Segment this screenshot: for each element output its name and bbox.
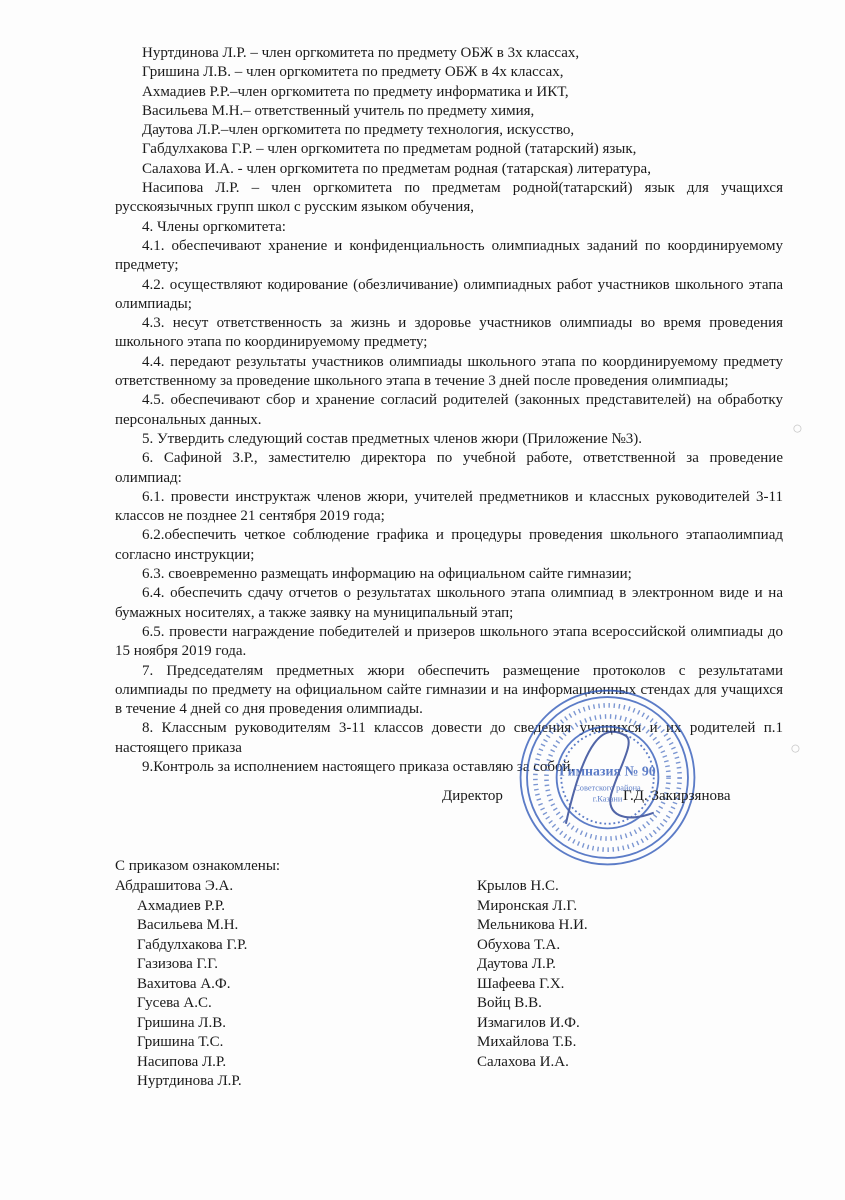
list-item: Салахова И.А. <box>477 1053 569 1070</box>
acknowledgement-title: С приказом ознакомлены: <box>115 858 281 874</box>
paragraph: 4.1. обеспечивают хранение и конфиденциальность олимпиадных заданий по координируемому предмету; <box>115 237 783 274</box>
paragraph: 4.4. передают результаты участников олимпиады школьного этапа по координируемому предмету ответственному за проведение школьного этапа в течение 3 дней после проведения олимпиады; <box>115 353 783 390</box>
order-body <box>115 44 783 777</box>
paragraph: 6.2.обеспечить четкое соблюдение графика и процедуры проведения школьного этапаолимпиад согласно инструкции; <box>115 527 783 563</box>
list-item: Миронская Л.Г. <box>477 897 578 914</box>
list-item: Васильева М.Н. <box>137 917 239 933</box>
list-item: Мельникова Н.И. <box>477 917 588 933</box>
paragraph: 6.5. провести награждение победителей и призеров школьного этапа всероссийской олимпиады до 15 ноября 2019 года. <box>115 623 783 660</box>
scan-artifact-icon: ○ <box>792 418 803 438</box>
paragraph: 7. Председателям предметных жюри обеспечить размещение протоколов с результатами олимпиады по предмету на официальном сайте гимназии и на информационных стендах для учащихся в течение 4 дней со дня проведения олимпиады. <box>115 662 783 718</box>
list-item: Нуртдинова Л.Р. <box>137 1073 242 1089</box>
official-stamp <box>515 685 700 870</box>
paragraph: 6. Сафиной З.Р., заместителю директора по учебной работе, ответственной за проведение олимпиад: <box>115 450 783 486</box>
paragraph: 4. Члены оргкомитета: <box>142 218 286 235</box>
list-item: Гришина Т.С. <box>137 1034 224 1050</box>
paragraph: Гришина Л.В. – член оргкомитета по предмету ОБЖ в 4х классах, <box>142 64 564 81</box>
paragraph: 6.3. своевременно размещать информацию на официальном сайте гимназии; <box>142 566 632 583</box>
scan-artifact-icon: ○ <box>790 738 801 758</box>
signature-title: Директор <box>442 788 503 804</box>
paragraph: 6.1. провести инструктаж членов жюри, учителей предметников и классных руководителей 3-11 классов не позднее 21 сентября 2019 года; <box>115 488 783 525</box>
list-item: Гусева А.С. <box>137 995 212 1011</box>
paragraph: 4.2. осуществляют кодирование (обезличивание) олимпиадных работ участников школьного этапа олимпиады; <box>115 276 783 312</box>
list-item: Насипова Л.Р. <box>137 1053 227 1070</box>
stamp-center-text: Гимназия № 90 <box>559 764 656 780</box>
list-item: Даутова Л.Р. <box>477 956 556 972</box>
paragraph: 5. Утвердить следующий состав предметных членов жюри (Приложение №3). <box>142 430 643 447</box>
paragraph: Габдулхакова Г.Р. – член оргкомитета по предметам родной (татарский) язык, <box>142 141 637 158</box>
acknowledged-list-right <box>477 877 588 1072</box>
paragraph: Салахова И.А. - член оргкомитета по предметам родная (татарская) литература, <box>142 160 651 177</box>
list-item: Вахитова А.Ф. <box>137 975 231 992</box>
list-item: Крылов Н.С. <box>477 878 559 894</box>
paragraph: Даутова Л.Р.–член оргкомитета по предмету технология, искусство, <box>142 122 575 139</box>
list-item: Габдулхакова Г.Р. <box>137 936 248 953</box>
stamp-district-text: Советского района <box>574 783 641 793</box>
list-item: Шафеева Г.Х. <box>477 975 565 992</box>
paragraph: 9.Контроль за исполнением настоящего приказа оставляю за собой. <box>142 758 575 775</box>
list-item: Газизова Г.Г. <box>137 956 218 972</box>
paragraph: Васильева М.Н.– ответственный учитель по предмету химия, <box>142 102 535 119</box>
paragraph: Ахмадиев Р.Р.–член оргкомитета по предмету информатика и ИКТ, <box>142 83 569 100</box>
paragraph: 8. Классным руководителям 3-11 классов довести до сведения учащихся и их родителей п.1 настоящего приказа <box>115 720 783 756</box>
list-item: Измагилов И.Ф. <box>477 1014 580 1031</box>
list-item: Михайлова Т.Б. <box>477 1034 577 1050</box>
paragraph: 4.5. обеспечивают сбор и хранение согласий родителей (законных представителей) на обработку персональных данных. <box>115 392 783 428</box>
paragraph: Насипова Л.Р. – член оргкомитета по предметам родной(татарский) язык для учащихся русскоязычных групп школ с русским языком обучения, <box>115 180 783 216</box>
stamp-city-text: г.Казани <box>592 794 623 804</box>
paragraph: Нуртдинова Л.Р. – член оргкомитета по предмету ОБЖ в 3х классах, <box>142 45 580 61</box>
list-item: Войц В.В. <box>477 995 542 1011</box>
paragraph: 6.4. обеспечить сдачу отчетов о результатах школьного этапа олимпиад в электронном виде и на бумажных носителях, а также заявку на муниципальный этап; <box>115 585 783 621</box>
list-item: Обухова Т.А. <box>477 936 561 953</box>
paragraph: 4.3. несут ответственность за жизнь и здоровье участников олимпиады во время проведения школьного этапа по координируемому предмету; <box>115 315 783 351</box>
signature-name: Г.Д. Закирзянова <box>623 788 731 804</box>
acknowledged-list-left <box>115 877 247 1092</box>
list-item: Гришина Л.В. <box>137 1014 226 1031</box>
list-item: Ахмадиев Р.Р. <box>137 897 225 914</box>
list-item: Абдрашитова Э.А. <box>115 878 234 894</box>
